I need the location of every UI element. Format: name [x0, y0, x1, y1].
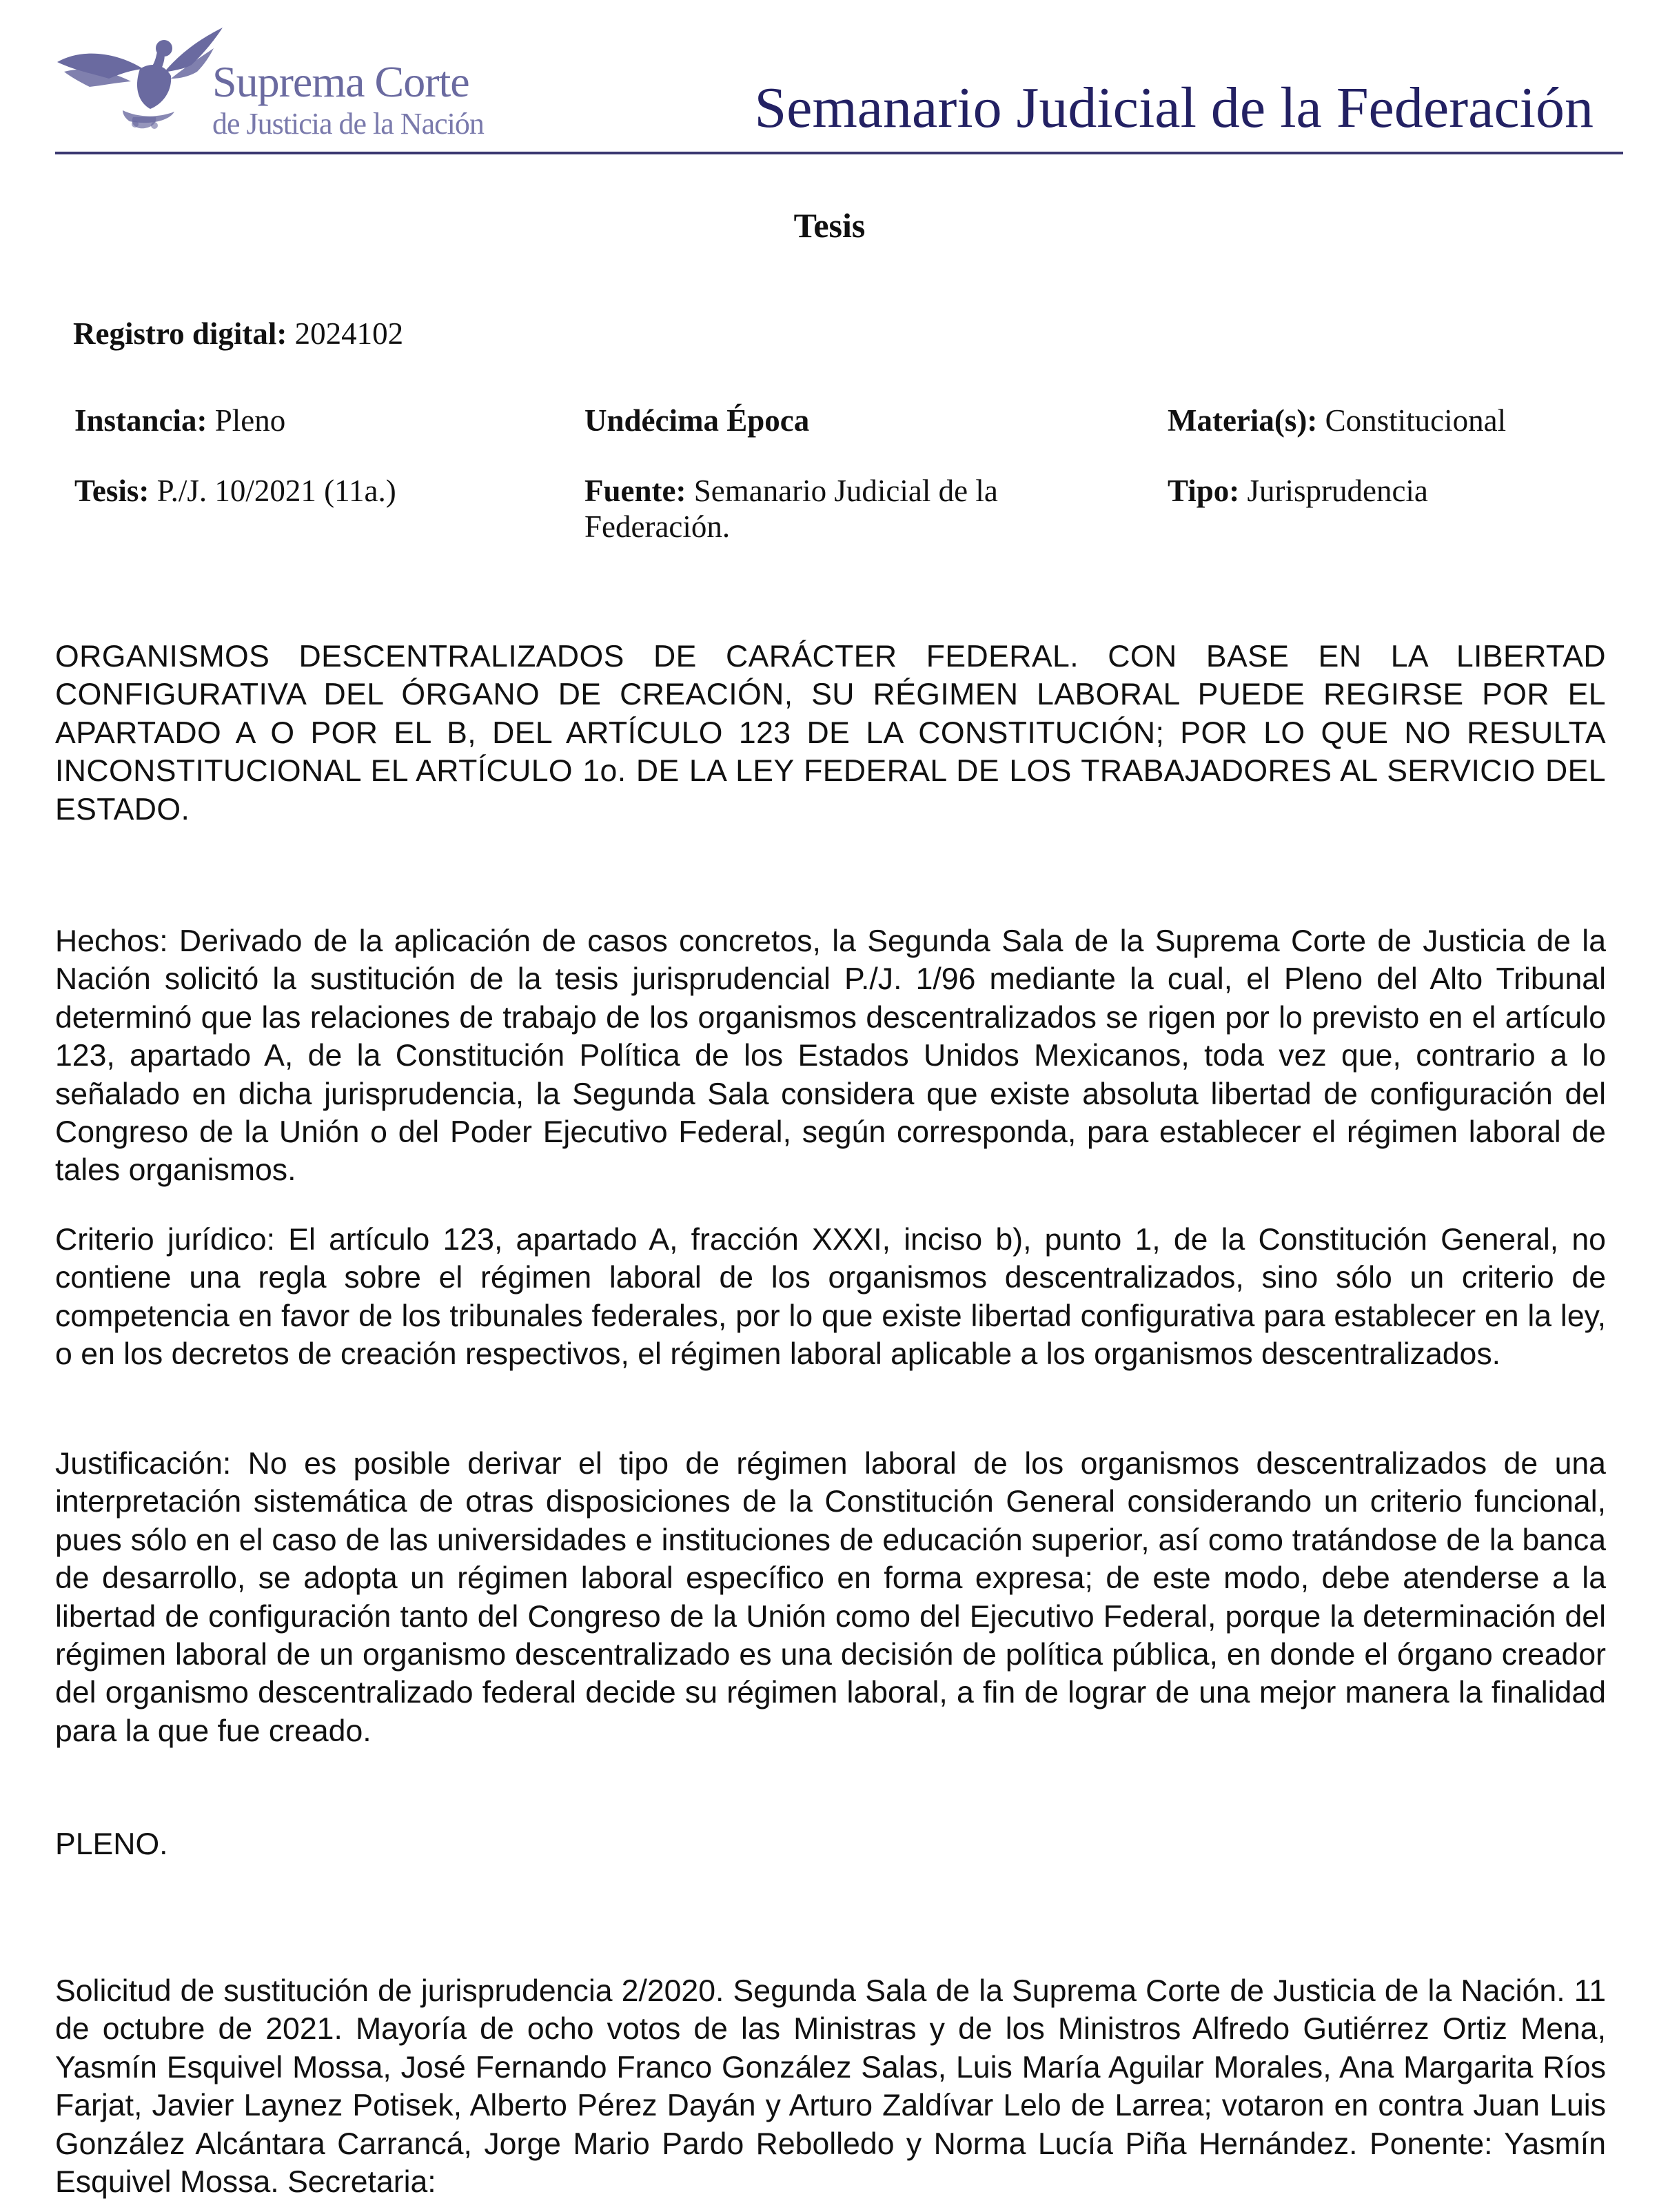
fuente-value: Semanario Judicial de la Federación. — [584, 474, 998, 544]
logo-line-2: de Justicia de la Nación — [212, 107, 484, 141]
tipo — [1168, 473, 1428, 509]
eagle-emblem-icon — [54, 21, 226, 131]
precedente-paragraph: Solicitud de sustitución de jurisprudencia 2/2020. Segunda Sala de la Suprema Corte de Justicia de la Nación. 11 de octubre de 2021. Mayoría de ocho votos de las Ministras y de los Ministros Alfredo Gutiérrez Ortiz Mena, Yasmín Esquivel Mossa, José Fernando Franco González Salas, Luis María Aguilar Morales, Ana Margarita Ríos Farjat, Javier Laynez Potisek, Alberto Pérez Dayán y Arturo Zaldívar Lelo de Larrea; votaron en contra Juan Luis González Alcántara Carrancá, Jorge Mario Pardo Rebolledo y Norma Lucía Piña Hernández. Ponente: Yasmín Esquivel Mossa. Secretaria: — [55, 1974, 1606, 2200]
document-kind-heading: Tesis — [793, 206, 866, 245]
tesis-number — [74, 473, 396, 509]
epoca-value: Undécima Época — [584, 403, 810, 438]
materia — [1168, 403, 1506, 438]
tesis-value: P./J. 10/2021 (11a.) — [156, 474, 396, 508]
tipo-label: Tipo: — [1168, 474, 1240, 508]
justificacion-paragraph: Justificación: No es posible derivar el tipo de régimen laboral de los organismos descentralizados de una interpretación sistemática de otras disposiciones de la Constitución General considerando un criterio funcional, pues sólo en el caso de las universidades e instituciones de educación superior, así como tratándose de la banca de desarrollo, se adopta un régimen laboral específico en forma expresa; de este modo, debe atenderse a la libertad de configuración tanto del Congreso de la Unión como del Ejecutivo Federal, porque la determinación del régimen laboral de un organismo descentralizado es una decisión de política pública, en donde el órgano creador del organismo descentralizado federal decide su régimen laboral, a fin de lograr de una mejor manera la finalidad para la que fue creado. — [55, 1447, 1606, 1748]
tesis-label: Tesis: — [74, 474, 150, 508]
criterio-juridico-paragraph: Criterio jurídico: El artículo 123, apartado A, fracción XXXI, inciso b), punto 1, de la Constitución General, no contiene una regla sobre el régimen laboral de los organismos descentralizados, sino sólo un criterio de competencia en favor de los tribunales federales, por lo que existe libertad configurativa para establecer en la ley, o en los decretos de creación respectivos, el régimen laboral aplicable a los organismos descentralizados. — [55, 1223, 1606, 1372]
instancia — [74, 403, 285, 438]
organo-emisor: PLENO. — [55, 1827, 168, 1861]
registro-value: 2024102 — [294, 316, 404, 351]
instancia-value: Pleno — [214, 403, 286, 438]
hechos-paragraph: Hechos: Derivado de la aplicación de casos concretos, la Segunda Sala de la Suprema Corte de Justicia de la Nación solicitó la sustitución de la tesis jurisprudencial P./J. 1/96 mediante la cual, el Pleno del Alto Tribunal determinó que las relaciones de trabajo de los organismos descentralizados se rigen por lo previsto en el artículo 123, apartado A, de la Constitución Política de los Estados Unidos Mexicanos, toda vez que, contrario a lo señalado en dicha jurisprudencia, la Segunda Sala considera que existe absoluta libertad de configuración del Congreso de la Unión o del Poder Ejecutivo Federal, según corresponda, para establecer el régimen laboral de tales organismos. — [55, 924, 1606, 1188]
materia-value: Constitucional — [1325, 403, 1507, 438]
publication-title: Semanario Judicial de la Federación — [754, 76, 1594, 140]
instancia-label: Instancia: — [74, 403, 207, 438]
registro-digital — [73, 316, 403, 352]
header-divider — [55, 152, 1623, 154]
tipo-value: Jurisprudencia — [1247, 474, 1428, 508]
registro-label: Registro digital: — [73, 316, 287, 351]
scjn-logo — [54, 21, 495, 141]
materia-label: Materia(s): — [1168, 403, 1318, 438]
logo-line-1: Suprema Corte — [212, 57, 469, 106]
fuente-label: Fuente: — [584, 474, 686, 508]
fuente — [584, 473, 1081, 545]
epoca — [584, 403, 809, 438]
rubro-title: ORGANISMOS DESCENTRALIZADOS DE CARÁCTER FEDERAL. CON BASE EN LA LIBERTAD CONFIGURATIVA DEL ÓRGANO DE CREACIÓN, SU RÉGIMEN LABORAL PUEDE REGIRSE POR EL APARTADO A O POR EL B, DEL ARTÍCULO 123 DE LA CONSTITUCIÓN; POR LO QUE NO RESULTA INCONSTITUCIONAL EL ARTÍCULO 1o. DE LA LEY FEDERAL DE LOS TRABAJADORES AL SERVICIO DEL ESTADO. — [55, 640, 1606, 826]
